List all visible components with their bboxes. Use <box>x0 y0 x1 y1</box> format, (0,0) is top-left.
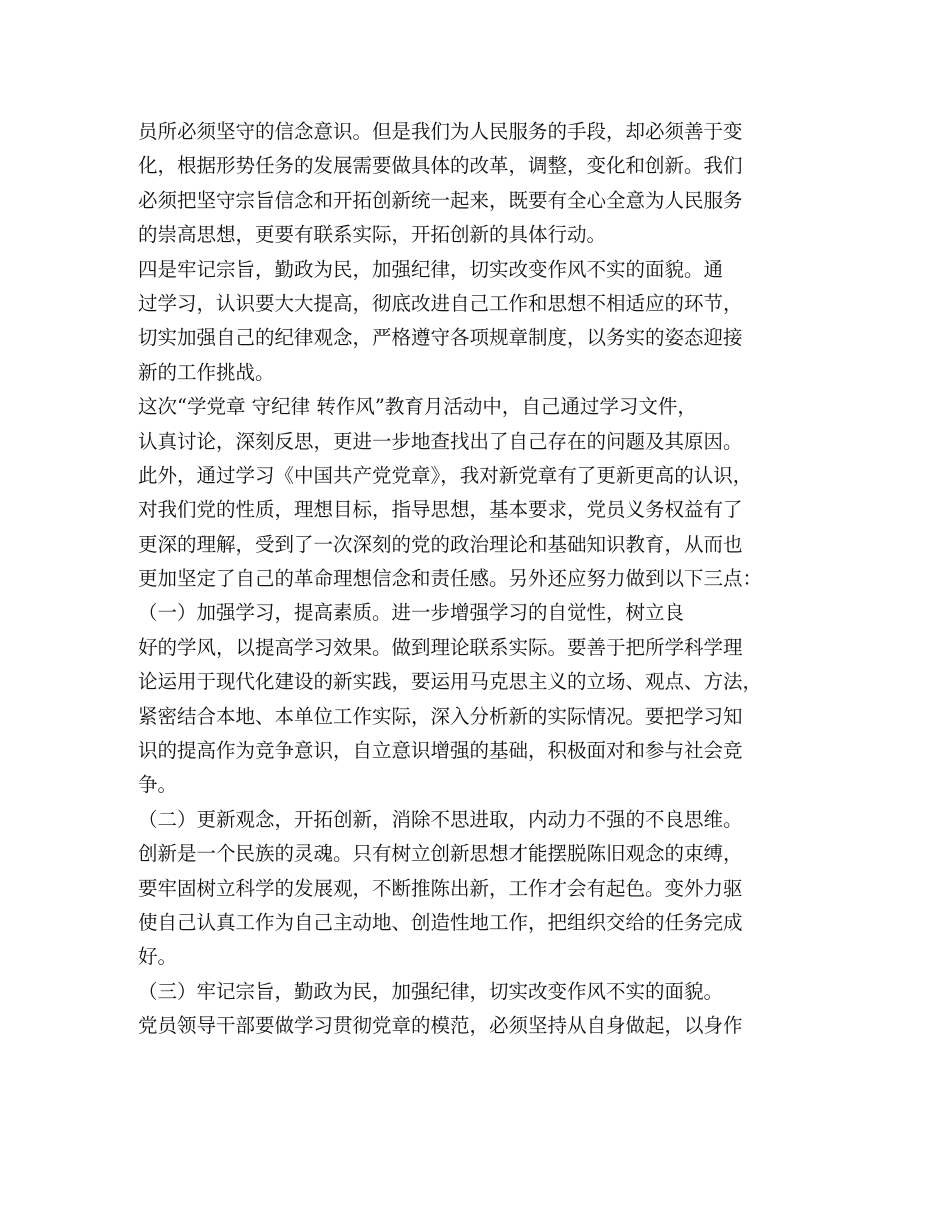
text-line: 好的学风，以提高学习效果。做到理论联系实际。要善于把所学科学理 <box>138 635 743 659</box>
text-line: （二）更新观念，开拓创新，消除不思进取，内动力不强的不良思维。 <box>138 807 743 831</box>
text-line: 的崇高思想，更要有联系实际，开拓创新的具体行动。 <box>138 223 607 247</box>
text-line: 对我们党的性质，理想目标，指导思想，基本要求，党员义务权益有了 <box>138 498 743 522</box>
text-line: 必须把坚守宗旨信念和开拓创新统一起来，既要有全心全意为人民服务 <box>138 188 743 212</box>
text-line: 更深的理解，受到了一次深刻的党的政治理论和基础知识教育，从而也 <box>138 532 743 556</box>
text-line: （三）牢记宗旨，勤政为民，加强纪律，切实改变作风不实的面貌。 <box>138 979 724 1003</box>
text-line: 这次“学党章 守纪律 转作风”教育月活动中，自己通过学习文件， <box>138 395 697 419</box>
text-line: （一）加强学习，提高素质。进一步增强学习的自觉性，树立良 <box>138 601 685 625</box>
text-line: 紧密结合本地、本单位工作实际，深入分析新的实际情况。要把学习知 <box>138 704 743 728</box>
text-line: 党员领导干部要做学习贯彻党章的模范，必须坚持从自身做起，以身作 <box>138 1014 743 1038</box>
text-line: 员所必须坚守的信念意识。但是我们为人民服务的手段，却必须善于变 <box>138 120 743 143</box>
document-body <box>138 115 838 1044</box>
text-line: 过学习，认识要大大提高，彻底改进自己工作和思想不相适应的环节， <box>138 291 743 315</box>
text-line: 化，根据形势任务的发展需要做具体的改革，调整，变化和创新。我们 <box>138 154 743 178</box>
text-line: 切实加强自己的纪律观念，严格遵守各项规章制度，以务实的姿态迎接 <box>138 326 743 350</box>
text-line: 认真讨论，深刻反思，更进一步地查找出了自己存在的问题及其原因。 <box>138 429 743 453</box>
text-line: 争。 <box>138 773 178 797</box>
text-line: 四是牢记宗旨，勤政为民，加强纪律，切实改变作风不实的面貌。通 <box>138 257 724 281</box>
text-line: 创新是一个民族的灵魂。只有树立创新思想才能摆脱陈旧观念的束缚， <box>138 842 743 866</box>
text-line: 更加坚定了自己的革命理想信念和责任感。另外还应努力做到以下三点： <box>138 567 763 591</box>
text-line: 使自己认真工作为自己主动地、创造性地工作，把组织交给的任务完成 <box>138 910 743 934</box>
text-line: 新的工作挑战。 <box>138 360 275 384</box>
text-line: 识的提高作为竞争意识，自立意识增强的基础，积极面对和参与社会竞 <box>138 739 743 763</box>
text-line: 论运用于现代化建设的新实践，要运用马克思主义的立场、观点、方法， <box>138 670 763 694</box>
text-line: 要牢固树立科学的发展观，不断推陈出新，工作才会有起色。变外力驱 <box>138 876 743 900</box>
text-line: 此外，通过学习《中国共产党党章》，我对新党章有了更新更高的认识， <box>138 463 753 487</box>
text-line: 好。 <box>138 945 178 969</box>
